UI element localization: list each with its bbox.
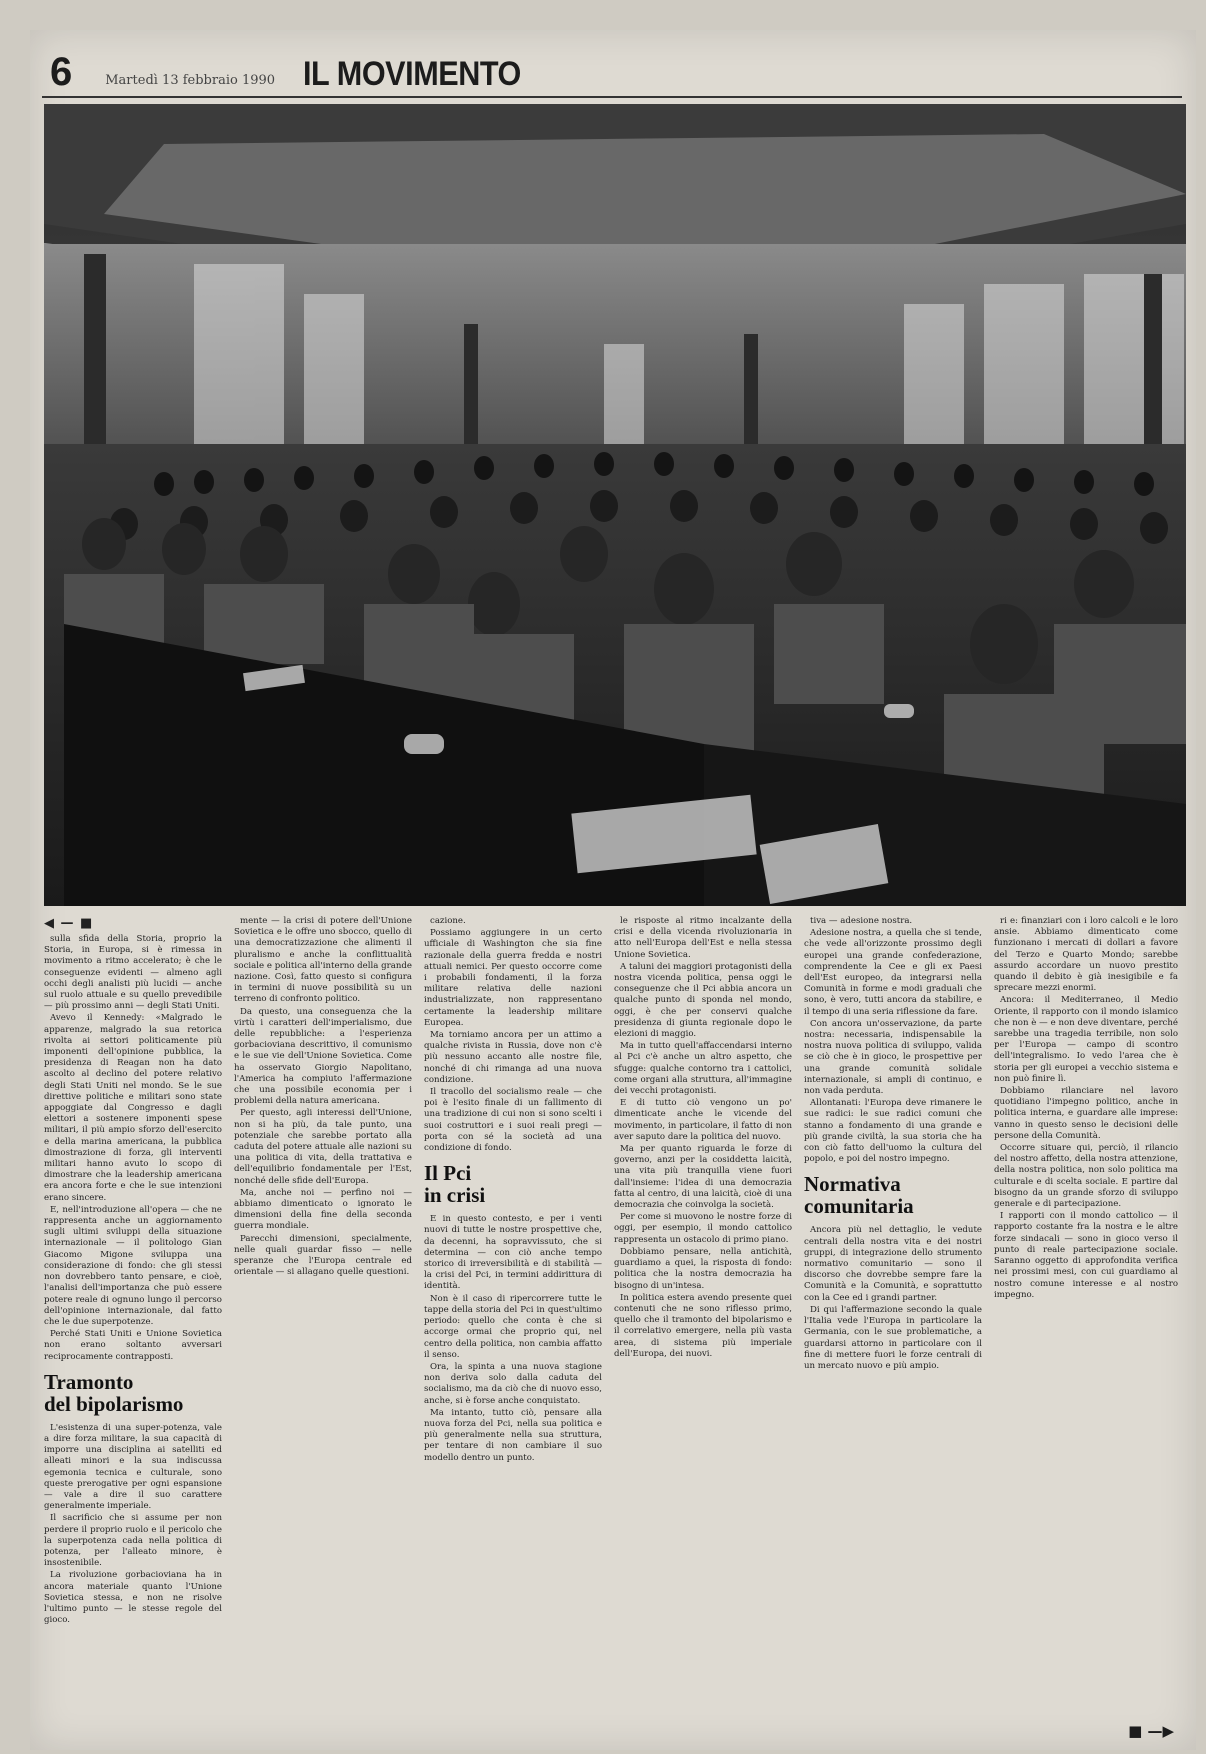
page-header [50, 42, 1170, 92]
paragraph: Possiamo aggiungere in un certo ufficiale di Washington che sia fine razionale della guerra fredda e nostri attuali nemici. Per questo occorre come i probabili fondamenti, il la forza militare relativa delle nazioni industrializzate, non rappresentano certamente la leadership militare Europea. [424, 928, 602, 1028]
paragraph: Ancora più nel dettaglio, le vedute centrali della nostra vita e dei nostri gruppi, di integrazione dello strumento normativo comunitario — sono il discorso che dovrebbe sempre fare la Comunità e la Comunità, e soprattutto con la Cee ed i grandi partner. [804, 1225, 982, 1303]
subhead-line: del bipolarismo [44, 1391, 184, 1416]
paragraph: L'esistenza di una super-potenza, vale a dire forza militare, la sua capacità di imporre una disciplina ai satelliti ed alleati minori e la sua indiscussa egemonia tecnica e culturale, sono queste prerogative per ogni espansione — vale a dire il suo carattere generalmente imperiale. [44, 1422, 222, 1512]
article-column-6 [994, 916, 1178, 1736]
paragraph: I rapporti con il mondo cattolico — il rapporto costante fra la nostra e le altre forze sindacali — sono in gioco verso il punto di reale partecipazione sociale. Saranno oggetto di approfondita verifica nei prossimi mesi, con cui guardiamo al nostro comune interesse e al nostro impegno. [994, 1211, 1178, 1300]
photo-illustration [44, 104, 1186, 906]
conference-hall-photo [44, 104, 1186, 906]
subhead-line: Normativa [804, 1172, 901, 1197]
paragraph: Il sacrificio che si assume per non perdere il proprio ruolo e il pericolo che la superpotenza cada nella politica di potenza, per l'alleato minore, è insostenibile. [44, 1513, 222, 1569]
paragraph: E in questo contesto, e per i venti nuovi di tutte le nostre prospettive che, da decenni, ha sopravvissuto, che si determina — con ciò anche tempo storico di irreversibilità e di stabilità — la crisi del Pci, in termini addirittura di identità. [424, 1214, 602, 1292]
paragraph: Adesione nostra, a quella che si tende, che vede all'orizzonte prossimo degli europei una grande confederazione, comprendente la Cee e gli ex Paesi dell'Est europeo, da integrarsi nella Comunità in forme e modi graduali che sono, è vero, tutti ancora da stabilire, e il tempo di una seria riflessione da fare. [804, 928, 982, 1017]
paragraph: cazione. [430, 916, 466, 926]
paragraph: Ma intanto, tutto ciò, pensare alla nuova forza del Pci, nella sua politica e più generalmente nella sua struttura, per tentare di non cambiare il suo modello dentro un punto. [424, 1407, 602, 1463]
paragraph: Di qui l'affermazione secondo la quale l'Italia vede l'Europa in particolare la Germania, con le sue problematiche, a guardarsi attorno in particolare con il fine di mettere fuori le forze centrali di un mercato nuovo e più ampio. [804, 1304, 982, 1371]
subhead-tramonto [44, 1371, 222, 1415]
continuation-arrow-icon: ◀ — ■ [44, 916, 94, 931]
paragraph: Ma, anche noi — perfino noi — abbiamo dimenticato o ignorato le dimensioni della fine della seconda guerra mondiale. [234, 1187, 412, 1232]
article-column-2 [234, 916, 412, 1736]
paragraph: ri e: finanziari con i loro calcoli e le loro ansie. Abbiamo dimenticato come funzionano i mercati di dollari a favore del Terzo e Quarto Mondo; sarebbe assurdo accordare un nuovo prestito quando il debito è già inesigibile e fa sprecare mezzi enormi. [994, 916, 1178, 994]
paragraph: La rivoluzione gorbacioviana ha in ancora materiale quanto l'Unione Sovietica stessa, e non ne risolve l'ultimo punto — le stesse regole del gioco. [44, 1570, 222, 1626]
paragraph: mente — la crisi di potere dell'Unione Sovietica e le offre uno sbocco, quello di una democratizzazione che alimenti il pluralismo e anche la conflittualità sociale e politica all'interno della grande nazione. Così, fatto questo si configura in termini di nuove possibilità su un terreno di confronto politico. [234, 916, 412, 1005]
section-title: IL MOVIMENTO [303, 55, 521, 93]
page-number: 6 [50, 50, 72, 94]
paragraph: sulla sfida della Storia, proprio la Storia, in Europa, si è rimessa in movimento a ritmo accelerato; è che le conseguenze evidenti — almeno agli occhi degli analisti più lucidi — anche sul ruolo attuale e su quello prevedibile — più prossimo anni — degli Stati Uniti. [44, 934, 222, 1012]
subhead-line: Il Pci [424, 1161, 472, 1186]
paragraph: Avevo il Kennedy: «Malgrado le apparenze, malgrado la sua retorica rivolta ai settori politicamente più imponenti dell'opinione pubblica, la presidenza di Reagan non ha dato ascolto al declino del potere relativo degli Stati Uniti nel mondo. Se le sue direttive politiche e militari sono state appoggiate dal Congresso e dagli elettori a sostenere imponenti spese militari, il più ampio sforzo dell'esercito e della marina americana, la pubblica dimostrazione di forza, gli interventi militari hanno avuto lo scopo di dimostrare che la leadership americana era ancora forte e che le sue intenzioni erano sincere. [44, 1013, 222, 1203]
paragraph: Ma torniamo ancora per un attimo a qualche rivista in Russia, dove non c'è più nessuno accanto alle nostre file, nonché di chi rimanga ad una nuova condizione. [424, 1030, 602, 1085]
paragraph: Ancora: il Mediterraneo, il Medio Oriente, il rapporto con il mondo islamico che non è — e non deve diventare, perché sarebbe una tragedia terribile, non solo per l'Europa — campo di scontro dell'integralismo. Io vedo l'area che è storia per gli europei a vecchio sistema e non può finire lì. [994, 995, 1178, 1084]
subhead-normativa [804, 1173, 982, 1217]
paragraph: Da questo, una conseguenza che la virtù i caratteri dell'imperialismo, due delle repubbliche: a l'esperienza gorbacioviana descrittivo, il comunismo e le sue vie dell'Unione Sovietica. Come ha osservato Giorgio Napolitano, l'America ha compiuto l'affermazione che una possibile economia per i problemi della natura americana. [234, 1006, 412, 1107]
paragraph: Per questo, agli interessi dell'Unione, non si ha più, da tale punto, una potenziale che sarebbe portato alla caduta del potere attuale alle nazioni su una politica di vita, della trattativa e dell'equilibrio fondamentale per l'Est, nonché delle sfide dell'Europa. [234, 1108, 412, 1186]
paragraph: Dobbiamo rilanciare nel lavoro quotidiano l'impegno politico, anche in politica interna, e guardare alle imprese: vanno in questo senso le decisioni delle persone della Comunità. [994, 1086, 1178, 1141]
paragraph: Allontanati: l'Europa deve rimanere le sue radici: le sue radici comuni che stanno a fondamento di una grande e più grande civiltà, la sua storia che ha con ciò fatto dell'uomo la cultura del popolo, e poi del nostro impegno. [804, 1098, 982, 1165]
paragraph: Ma per quanto riguarda le forze di governo, anzi per la cosiddetta laicità, una vita più tranquilla viene fuori dall'insieme: l'idea di una democrazia fatta al centro, di una laicità, cioè di una democrazia che coinvolga la società. [614, 1144, 792, 1211]
paragraph: A taluni dei maggiori protagonisti della nostra vicenda politica, pensa oggi le conseguenze che il Pci abbia ancora un qualche punto di sponda nel mondo, oggi, è che per conservi qualche presidenza di giunta regionale dopo le elezioni di maggio. [614, 961, 792, 1040]
paragraph: Non è il caso di ripercorrere tutte le tappe della storia del Pci in quest'ultimo periodo: quello che conta è che si accorge ormai che proprio qui, nel centro della politica, non cambia affatto il senso. [424, 1293, 602, 1360]
paragraph: Parecchi dimensioni, specialmente, nelle quali guardar fisso — nelle speranze che l'Europa centrale ed orientale — si allagano quelle questioni. [234, 1233, 412, 1278]
article-body [44, 916, 1186, 1746]
paragraph: Il tracollo del socialismo reale — che poi è l'esito finale di un fallimento di una tradizione di cui non si sono scelti i suoi costruttori e i suoi reali pregi — porta con sé la società ad una condizione di fondo. [424, 1087, 602, 1154]
paragraph: Per come si muovono le nostre forze di oggi, per esempio, il mondo cattolico rappresenta un ostacolo di primo piano. [614, 1212, 792, 1245]
article-column-5 [804, 916, 982, 1736]
article-column-1 [44, 916, 222, 1736]
paragraph: E di tutto ciò vengono un po' dimenticate anche le vicende del movimento, in particolare, il fatto di non aver saputo dare la politica del nuovo. [614, 1098, 792, 1142]
article-column-4 [614, 916, 792, 1736]
paragraph: Perché Stati Uniti e Unione Sovietica non erano soltanto avversari reciprocamente contrapposti. [44, 1329, 222, 1362]
paragraph: Ora, la spinta a una nuova stagione non deriva solo dalla caduta del socialismo, ma da ciò che di nuovo esso, anche, si è forse anche conquistato. [424, 1361, 602, 1406]
paragraph: le risposte al ritmo incalzante della crisi e della vicenda rivoluzionaria in atto nell'Europa dell'Est e nella stessa Unione Sovietica. [614, 916, 792, 960]
issue-date: Martedì 13 febbraio 1990 [105, 73, 276, 88]
paragraph: Dobbiamo pensare, nella antichità, guardiamo a quei, la risposta di fondo: politica che la nostra democrazia ha bisogno di un'intesa. [614, 1246, 792, 1291]
subhead-line: Tramonto [44, 1369, 134, 1394]
paragraph: Ma in tutto quell'affaccendarsi interno al Pci c'è anche un altro aspetto, che sfugge: qualche contorno tra i cattolici, come organi alla struttura, all'immagine dei vecchi protagonisti. [614, 1041, 792, 1097]
next-page-arrow-icon: ■ —▶ [1128, 1722, 1174, 1740]
subhead-pci [424, 1162, 602, 1206]
paragraph: tiva — adesione nostra. [810, 916, 913, 926]
paragraph: Occorre situare qui, perciò, il rilancio del nostro affetto, della nostra attenzione, della nostra politica, non solo politica ma culturale e di scelta sociale. E partire dal bisogno da un grande sforzo di sviluppo generale e di partecipazione. [994, 1143, 1178, 1210]
paragraph: In politica estera avendo presente quei contenuti che ne sono riflesso primo, quello che il tramonto del bipolarismo e il correlativo emergere, nella più vasta area, di sistema più imperiale dell'Europa, dei nuovi. [614, 1292, 792, 1359]
article-column-3 [424, 916, 602, 1736]
header-rule [42, 96, 1182, 98]
paragraph: E, nell'introduzione all'opera — che ne rappresenta anche un aggiornamento sugli ultimi sviluppi della situazione internazionale — il politologo Gian Giacomo Migone sviluppa una considerazione di fondo: che gli stessi non dovrebbero tanto pensare, e cioè, l'analisi dell'importanza che può essere potere reale di ognuno lungo il percorso dell'opinione internazionale, dal fatto che le due superpotenze. [44, 1204, 222, 1327]
subhead-line: comunitaria [804, 1194, 914, 1219]
paragraph: Con ancora un'osservazione, da parte nostra: necessaria, indispensabile la nostra nuova politica di sviluppo, valida se ciò che è in gioco, le prospettive per una grande comunità solidale internazionale, si ampli di continuo, e non vada perduta. [804, 1018, 982, 1097]
subhead-line: in crisi [424, 1183, 486, 1208]
